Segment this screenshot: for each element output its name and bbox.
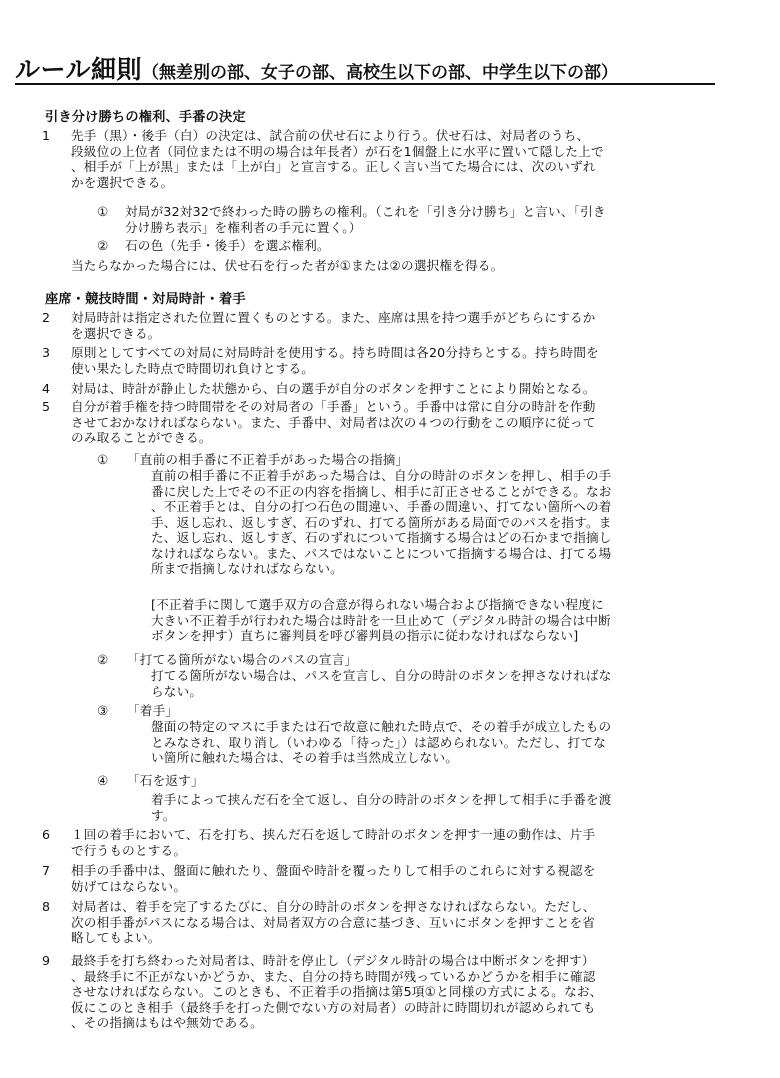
- action-2-text: 打てる箇所がない場合は、パスを宣言し、自分の時計のボタンを押さなければな らない。: [151, 668, 612, 699]
- action-1-label: 「直前の相手番に不正着手があった場合の指摘」: [127, 452, 409, 467]
- item-6-text: １回の着手において、石を打ち、挟んだ石を返して時計のボタンを押す一連の動作は、片手 で行うものとする。: [71, 827, 596, 858]
- item-number-4: 4: [42, 381, 51, 396]
- action-4-label: 「石を返す」: [127, 773, 204, 788]
- action-3-label: 「着手」: [127, 703, 179, 718]
- item-number-2: 2: [42, 310, 51, 325]
- action-1-number: ①: [97, 452, 109, 467]
- item-1-text: 先手（黒）・後手（白）の決定は、試合前の伏せ石により行う。伏せ石は、対局者のうち、 段級位の上位者（同位または不明の場合は年長者）が石を1個盤上に水平に置いて隠した上で 、相手が「上が黒」または「上が白」と宣言する。正しく言い当てた場合には、次のいずれ かを選択できる。: [71, 128, 604, 190]
- action-3-text: 盤面の特定のマスに手または石で故意に触れた時点で、その着手が成立したもの とみなされ、取り消し（いわゆる「待った」）は認められない。ただし、打てな い箇所に触れた場合は、その着手は当然成立しない。: [151, 719, 612, 765]
- item-number-9: 9: [42, 953, 51, 968]
- item-3-text: 原則としてすべての対局に対局時計を使用する。持ち時間は各20分持ちとする。持ち時間を 使い果たした時点で時間切れ負けとする。: [71, 345, 599, 376]
- item-number-1: 1: [42, 128, 51, 143]
- item-7-text: 相手の手番中は、盤面に触れたり、盤面や時計を覆ったりして相手のこれらに対する視認を 妨げてはならない。: [71, 863, 596, 894]
- option-1-text: 対局が32対32で終わった時の勝ちの権利。（これを「引き分け勝ち」と言い、「引き 分け勝ち表示」を権利者の手元に置く。）: [125, 204, 606, 235]
- section-heading-seating-time: 座席・競技時間・対局時計・着手: [45, 292, 246, 307]
- action-3-number: ③: [97, 703, 109, 718]
- action-4-text: 着手によって挟んだ石を全て返し、自分の時計のボタンを押して相手に手番を渡 す。: [151, 792, 612, 823]
- item-number-7: 7: [42, 863, 51, 878]
- item-number-6: 6: [42, 827, 51, 842]
- item-1-after-text: 当たらなかった場合には、伏せ石を行った者が①または②の選択権を得る。: [71, 258, 504, 273]
- item-number-3: 3: [42, 345, 51, 360]
- action-4-number: ④: [97, 773, 109, 788]
- item-number-5: 5: [42, 399, 51, 414]
- item-9-text: 最終手を打ち終わった対局者は、時計を停止し（デジタル時計の場合は中断ボタンを押す） 、最終手に不正がないかどうか、また、自分の持ち時間が残っているかどうかを相手に確認 させなければならない。このときも、不正着手の指摘は第5項①と同様の方式による。なお、 仮にこのとき相手（最終手を打った側でない方の対局者）の時計に時間切れが認められても 、その指摘はもはや無効である。: [71, 953, 603, 1030]
- action-2-number: ②: [97, 652, 109, 667]
- item-8-text: 対局者は、着手を完了するたびに、自分の時計のボタンを押さなければならない。ただし、 次の相手番がパスになる場合は、対局者双方の合意に基づき、互いにボタンを押すことを省 略してもよい。: [71, 899, 596, 945]
- action-2-label: 「打てる箇所がない場合のパスの宣言」: [127, 652, 358, 667]
- item-number-8: 8: [42, 899, 51, 914]
- option-1-number: ①: [97, 204, 109, 219]
- action-1-text: 直前の相手番に不正着手があった場合は、自分の時計のボタンを押し、相手の手 番に戻した上でその不正の内容を指摘し、相手に訂正させることができる。なお 、不正着手とは、自分の打つ石色の間違い、手番の間違い、打てない箇所への着 手、返し忘れ、返しすぎ、石のずれ、打てる箇所がある局面でのパスを指す。ま た、返し忘れ、返しすぎ、石のずれについて指摘する場合はどの石かまで指摘し なければならない。また、パスではないことについて指摘する場合は、打てる場 所まで指摘しなければならない。: [151, 468, 612, 576]
- page-title: [15, 55, 715, 85]
- item-5-text: 自分が着手権を持つ時間帯をその対局者の「手番」という。手番中は常に自分の時計を作動 させておかなければならない。また、手番中、対局者は次の４つの行動をこの順序に従って のみ取ることができる。: [71, 399, 596, 445]
- item-2-text: 対局時計は指定された位置に置くものとする。また、座席は黒を持つ選手がどちらにするか を選択できる。: [71, 310, 596, 341]
- action-1-note: [不正着手に関して選手双方の合意が得られない場合および指摘できない程度に 大きい不正着手が行われた場合は時計を一旦止めて（デジタル時計の場合は中断 ボタンを押す）直ちに審判員を呼び審判員の指示に従わなければならない]: [151, 597, 611, 643]
- option-2-text: 石の色（先手・後手）を選ぶ権利。: [125, 238, 330, 253]
- option-2-number: ②: [97, 238, 109, 253]
- section-heading-draw-rights: 引き分け勝ちの権利、手番の決定: [45, 110, 246, 125]
- item-4-text: 対局は、時計が静止した状態から、白の選手が自分のボタンを押すことにより開始となる。: [71, 381, 596, 396]
- title-divisions: （無差別の部、女子の部、高校生以下の部、中学生以下の部）: [142, 63, 619, 83]
- title-main: ルール細則: [15, 55, 143, 84]
